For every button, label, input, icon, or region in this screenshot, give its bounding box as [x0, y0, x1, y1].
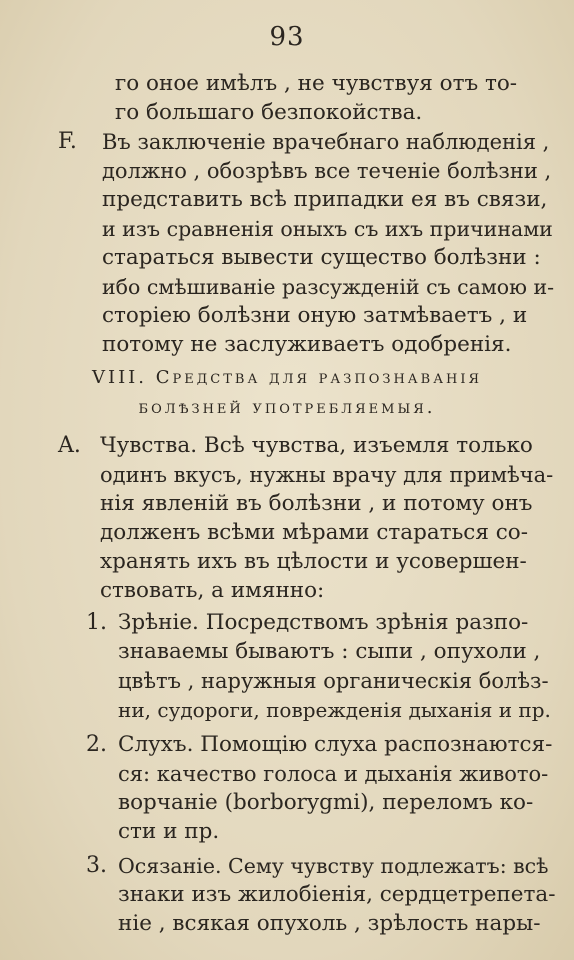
text-line: ворчаніе (borborygmi), переломъ ко- [118, 790, 534, 815]
text-line: сти и пр. [118, 819, 220, 844]
text-line: хранять ихъ въ цѣлости и усовершен- [100, 549, 527, 574]
page-number: 93 [269, 22, 305, 52]
text-line: ни, судороги, поврежденія дыханія и пр. [118, 698, 551, 722]
text-line: ибо смѣшиваніе разсужденій съ самою и- [102, 275, 555, 299]
text-line: одинъ вкусъ, нужны врачу для примѣча- [100, 463, 554, 487]
text-line: ся: качество голоса и дыханія живото- [118, 762, 549, 786]
text-line: потому не заслуживаетъ одобренія. [102, 332, 512, 357]
text-line: сторіею болѣзни оную затмѣваетъ , и [102, 303, 528, 328]
text-line: го большаго безпокойства. [115, 100, 423, 125]
text-line: Слухъ. Помощію слуха распознаются- [118, 732, 553, 757]
item-marker-2: 2. [86, 732, 107, 757]
text-line: знаки изъ жилобіенія, сердцетрепета- [118, 882, 556, 907]
text-line: представить всѣ припадки ея въ связи, [102, 187, 548, 212]
section-subheading: болѣзней употребляемыя. [138, 397, 436, 418]
text-line: ствовать, а имянно: [100, 578, 325, 603]
text-line: стараться вывести существо болѣзни : [102, 245, 541, 270]
section-marker-f: F. [58, 129, 77, 154]
text-line: знаваемы бываютъ : сыпи , опухоли , [118, 639, 541, 664]
text-line: должно , обозрѣвъ все теченіе болѣзни , [102, 159, 552, 183]
text-line: ніе , всякая опухоль , зрѣлость нары- [118, 911, 541, 936]
text-line: го оное имѣлъ , не чувствуя отъ то- [115, 71, 518, 96]
item-marker-3: 3. [86, 853, 107, 878]
text-line: долженъ всѣми мѣрами стараться со- [100, 520, 528, 545]
text-line: цвѣтъ , наружныя органическія болѣз- [118, 669, 549, 693]
section-marker-a: A. [58, 433, 81, 458]
text-line: Въ заключеніе врачебнаго наблюденія , [102, 130, 550, 154]
text-line: Осязаніе. Сему чувству подлежатъ: всѣ [118, 854, 549, 878]
text-line: Зрѣніе. Посредствомъ зрѣнія разпо- [118, 610, 529, 635]
item-marker-1: 1. [86, 610, 107, 635]
section-heading: VIII. Средства для разпознаванія [91, 367, 483, 388]
text-line: нія явленій въ болѣзни , и потому онъ [100, 491, 533, 516]
text-line: Чувства. Всѣ чувства, изъемля только [100, 433, 533, 458]
text-line: и изъ сравненія оныхъ съ ихъ причинами [102, 217, 553, 241]
